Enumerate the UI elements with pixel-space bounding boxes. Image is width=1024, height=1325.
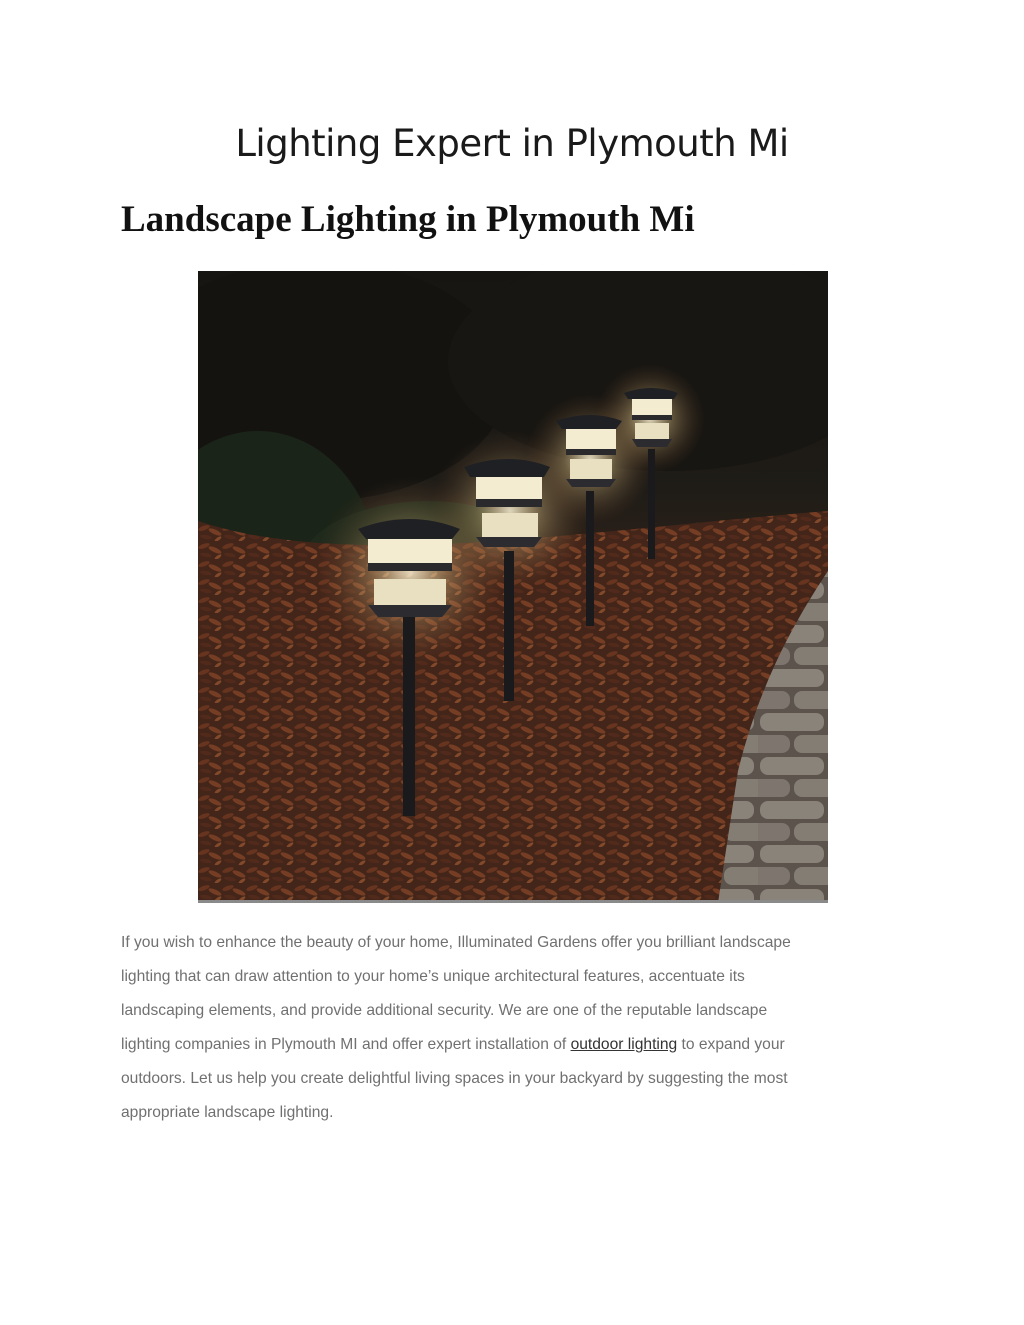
paragraph-line bbox=[121, 1028, 891, 1062]
page-title: Lighting Expert in Plymouth Mi bbox=[235, 122, 789, 165]
paragraph-line: appropriate landscape lighting. bbox=[121, 1104, 334, 1121]
paragraph-line: lighting that can draw attention to your home’s unique architectural features, accentuate its bbox=[121, 968, 745, 985]
image-bottom-rule bbox=[198, 900, 828, 903]
paragraph-line: outdoors. Let us help you create delightful living spaces in your backyard by suggesting the most bbox=[121, 1070, 788, 1087]
outdoor-lighting-link[interactable]: outdoor lighting bbox=[570, 1036, 678, 1053]
paragraph-line: If you wish to enhance the beauty of your home, Illuminated Gardens offer you brilliant landscape bbox=[121, 934, 791, 951]
paragraph-line: landscaping elements, and provide additional security. We are one of the reputable landscape bbox=[121, 1002, 768, 1019]
paragraph-text: lighting companies in Plymouth MI and offer expert installation of bbox=[121, 1036, 571, 1053]
intro-paragraph bbox=[121, 926, 891, 1130]
paragraph-text: to expand your bbox=[677, 1036, 785, 1053]
landscape-lighting-photo bbox=[198, 271, 828, 903]
section-heading: Landscape Lighting in Plymouth Mi bbox=[121, 199, 695, 240]
